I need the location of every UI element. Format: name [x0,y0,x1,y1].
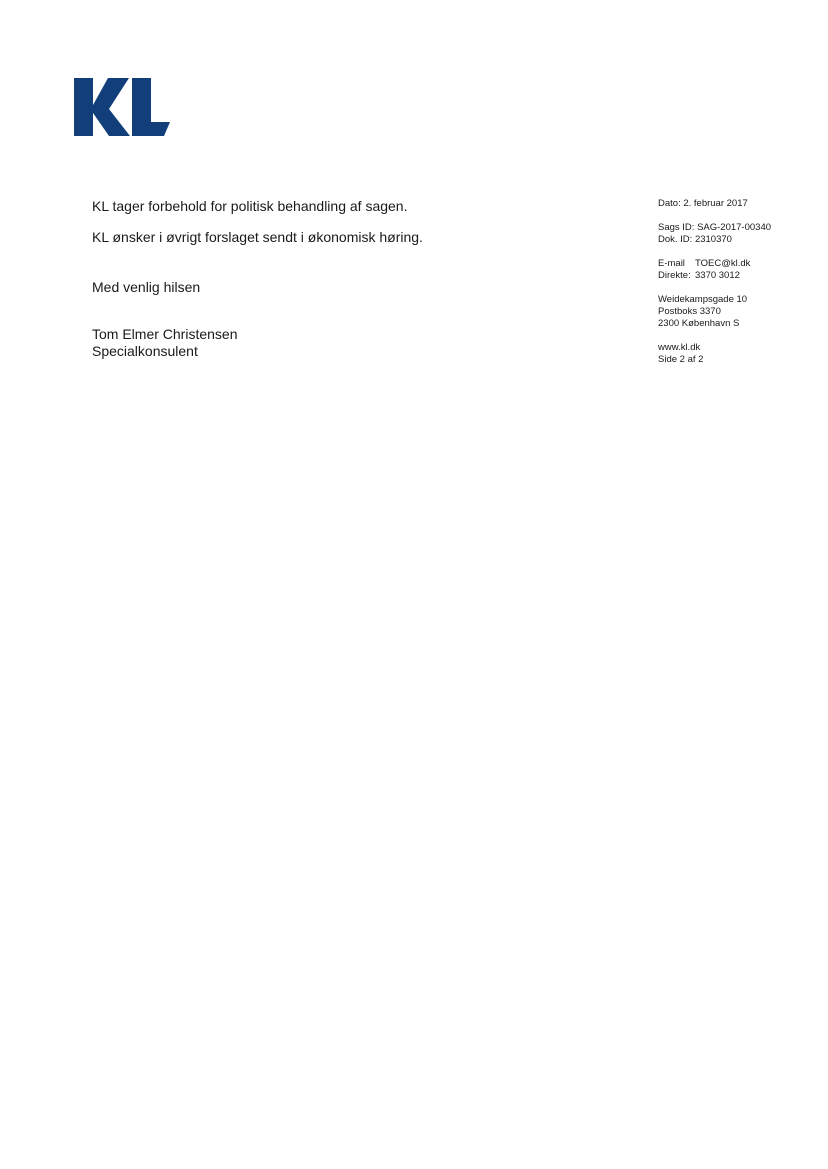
page-number: Side 2 af 2 [658,354,704,365]
paragraph-hearing: KL ønsker i øvrigt forslaget sendt i økonomisk høring. [92,229,423,245]
sidebar-email [658,258,750,270]
address-street: Weidekampsgade 10 [658,294,748,305]
address-city: 2300 København S [658,318,740,329]
sidebar-date: Dato: 2. februar 2017 [658,198,748,209]
sidebar-direct-phone [658,270,740,282]
sidebar-sags-id: Sags ID: SAG-2017-00340 [658,222,772,233]
closing-greeting: Med venlig hilsen [92,279,201,295]
signature-title: Specialkonsulent [92,343,198,359]
email-label: E-mail [658,258,685,269]
sidebar-dok-id: Dok. ID: 2310370 [658,234,732,245]
sidebar-website: www.kl.dk [658,342,701,353]
email-value: TOEC@kl.dk [695,258,751,269]
paragraph-reservation: KL tager forbehold for politisk behandling af sagen. [92,198,408,214]
address-pobox: Postboks 3370 [658,306,721,317]
signature-name: Tom Elmer Christensen [92,326,238,342]
kl-logo [74,78,170,138]
direkte-value: 3370 3012 [695,270,740,281]
kl-logo-mark [74,78,170,138]
direkte-label: Direkte: [658,270,691,281]
